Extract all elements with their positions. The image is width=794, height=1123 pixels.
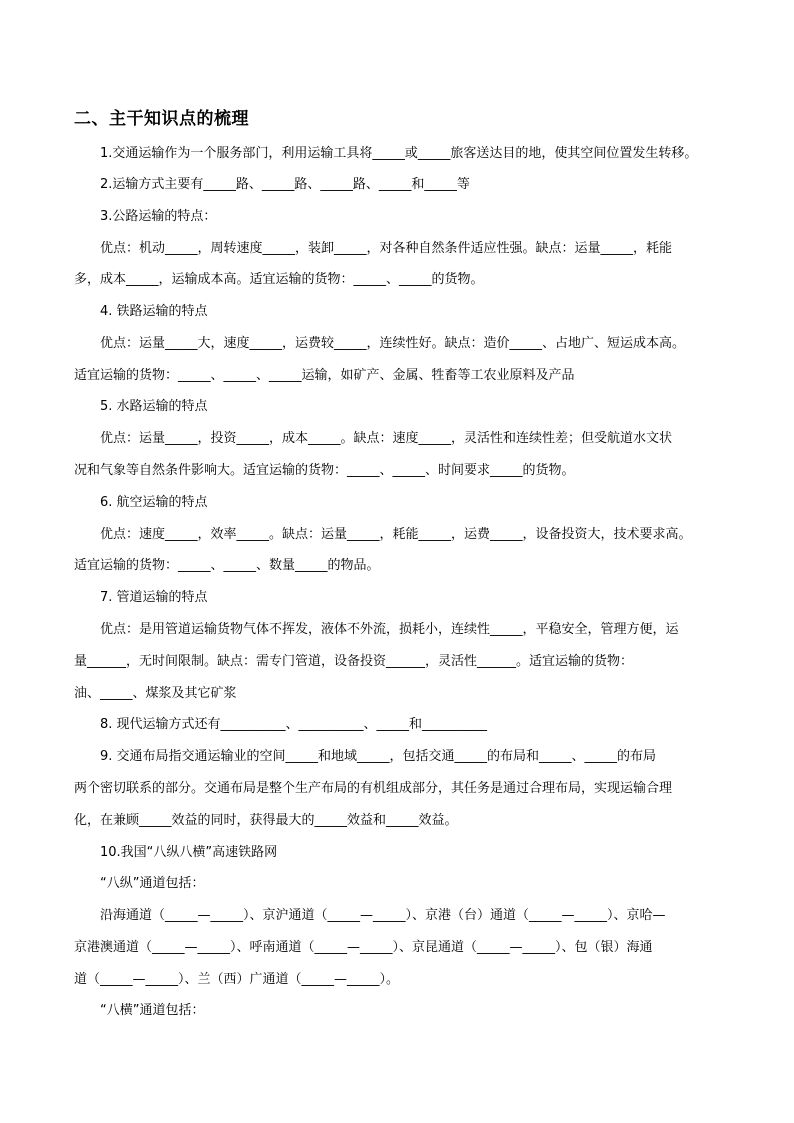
text-line-8: 适宜运输的货物：_____、_____、_____运输，如矿产、金属、牲畜等工农业原料及产品 (74, 368, 575, 383)
text-line-16: 优点：是用管道运输货物气体不挥发，液体不外流，损耗小，连续性_____，平稳安全，管理方便，运 (100, 622, 679, 637)
text-line-22: 化，在兼顾_____效益的同时，获得最大的_____效益和_____效益。 (74, 813, 458, 828)
text-line-28: “八横”通道包括： (100, 1003, 205, 1018)
text-line-1: 1.交通运输作为一个服务部门，利用运输工具将_____或_____旅客送达目的地，使其空间位置发生转移。 (100, 146, 698, 161)
text-line-6: 4. 铁路运输的特点 (100, 304, 208, 319)
text-line-15: 7. 管道运输的特点 (100, 590, 208, 605)
text-line-12: 6. 航空运输的特点 (100, 495, 208, 510)
text-line-23: 10.我国“八纵八横”高速铁路网 (100, 845, 278, 860)
text-line-5: 多，成本_____，运输成本高。适宜运输的货物：_____、_____的货物。 (74, 272, 484, 287)
text-line-2: 2.运输方式主要有_____路、_____路、_____路、_____和_____等 (100, 177, 470, 192)
text-line-3: 3.公路运输的特点： (100, 209, 217, 224)
text-line-7: 优点：运量_____大，速度_____，运费较_____，连续性好。缺点：造价_____、占地广、短运成本高。 (100, 336, 686, 351)
text-line-24: “八纵”通道包括： (100, 876, 205, 891)
text-line-4: 优点：机动_____，周转速度_____，装卸_____，对各种自然条件适应性强。缺点：运量_____，耗能 (100, 241, 673, 256)
text-line-27: 道（_____—_____）、兰（西）广通道（_____—_____）。 (74, 972, 400, 987)
section-title: 二、主干知识点的梳理 (74, 109, 249, 129)
text-line-25: 沿海通道（_____—_____）、京沪通道（_____—_____）、京港（台）通道（_____—_____）、京哈— (100, 908, 666, 923)
text-line-18: 油、_____、煤浆及其它矿浆 (74, 686, 237, 701)
text-line-14: 适宜运输的货物：_____、_____、数量_____的物品。 (74, 558, 380, 573)
text-line-17: 量______，无时间限制。缺点：需专门管道，设备投资______，灵活性______。适宜运输的货物： (74, 654, 634, 669)
text-line-9: 5. 水路运输的特点 (100, 399, 208, 414)
text-line-11: 况和气象等自然条件影响大。适宜运输的货物：_____、_____、时间要求_____的货物。 (74, 463, 575, 478)
text-line-13: 优点：速度_____，效率_____。缺点：运量_____，耗能_____，运费_____，设备投资大，技术要求高。 (100, 527, 692, 542)
text-line-26: 京港澳通道（_____—_____）、呼南通道（_____—_____）、京昆通道（_____—_____）、包（银）海通 (74, 940, 653, 955)
text-line-21: 两个密切联系的部分。交通布局是整个生产布局的有机组成部分，其任务是通过合理布局，实现运输合理 (74, 781, 673, 796)
text-line-20: 9. 交通布局指交通运输业的空间_____和地域_____，包括交通_____的布局和_____、_____的布局 (100, 749, 657, 764)
text-line-19: 8. 现代运输方式还有__________、__________、_____和__________ (100, 717, 488, 732)
text-line-10: 优点：运量_____，投资_____，成本_____。缺点：速度_____，灵活性和连续性差；但受航道水文状 (100, 431, 673, 446)
